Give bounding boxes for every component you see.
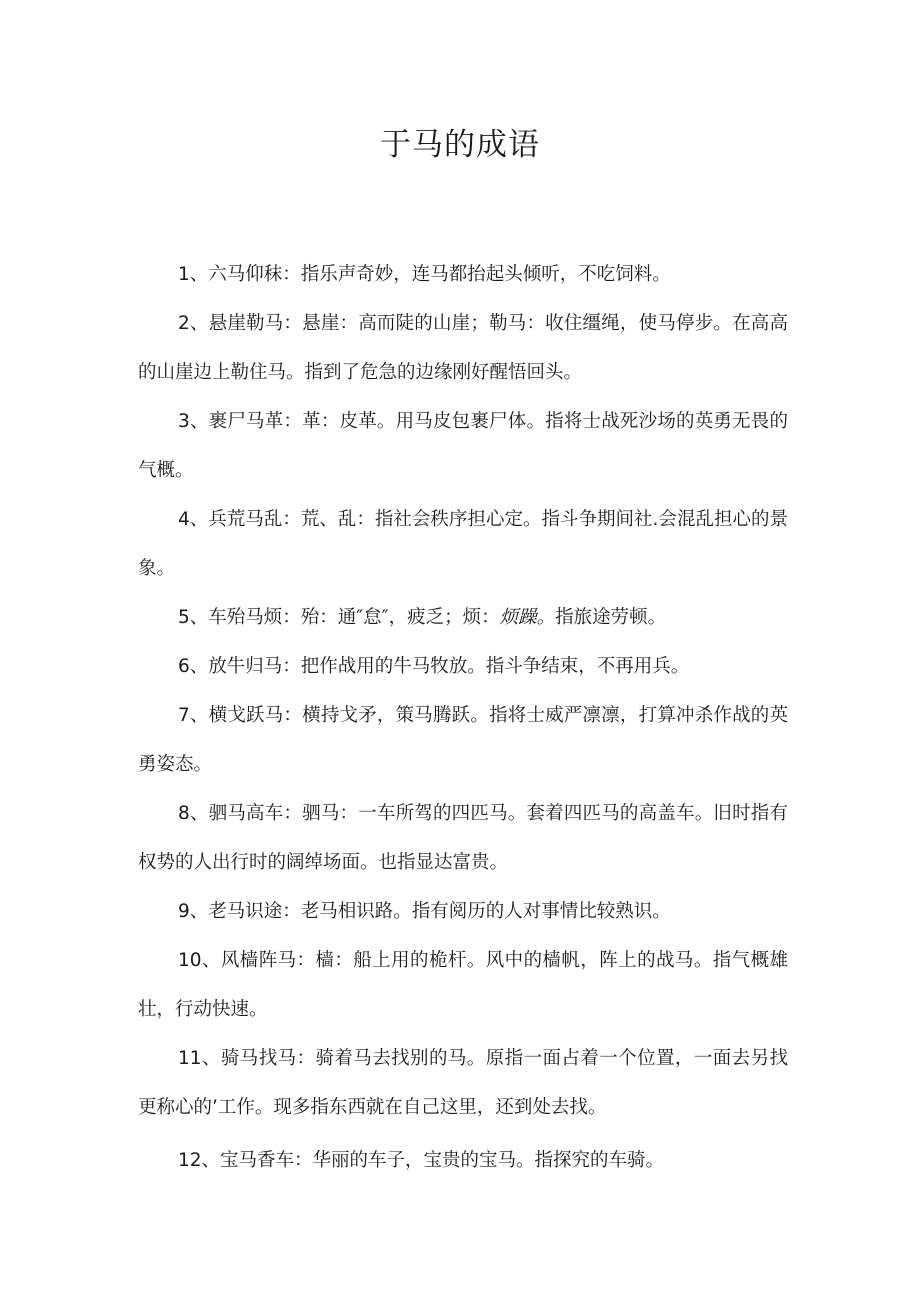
idiom-item-11: 11、骑马找马：骑着马去找别的马。原指一面占着一个位置，一面去另找更称心的’工作。现多指东西就在自己这里，还到处去找。 [138,1048,788,1118]
idiom-item-5-prefix: 5、车殆马烦：殆：通″怠″，疲乏；烦： [178,607,500,628]
idiom-item-7: 7、横戈跃马：横持戈矛，策马腾跃。指将士威严凛凛，打算冲杀作战的英勇姿态。 [138,705,788,775]
idiom-item-5-italic: 烦躁。 [499,607,556,628]
idiom-item-4: 4、兵荒马乱：荒、乱：指社会秩序担心定。指斗争期间社.会混乱担心的景象。 [138,509,788,579]
idiom-item-5 [138,593,788,642]
idiom-item-9: 9、老马识途：老马相识路。指有阅历的人对事情比较熟识。 [178,901,671,922]
idiom-item-5-suffix: 指旅途劳顿。 [555,607,667,628]
idiom-item-3: 3、裹尸马革：革：皮革。用马皮包裹尸体。指将士战死沙场的英勇无畏的气概。 [138,411,788,481]
idiom-item-2: 2、悬崖勒马：悬崖：高而陡的山崖；勒马：收住缰绳，使马停步。在高高的山崖边上勒住马。指到了危急的边缘刚好醒悟回头。 [138,313,788,383]
idiom-item-8: 8、驷马高车：驷马：一车所驾的四匹马。套着四匹马的高盖车。旧时指有权势的人出行时的阔绰场面。也指显达富贵。 [138,803,788,873]
idiom-list [138,250,788,1185]
document-title: 于马的成语 [380,127,540,163]
idiom-item-1: 1、六马仰秣：指乐声奇妙，连马都抬起头倾听，不吃饲料。 [178,264,671,285]
idiom-item-6: 6、放牛归马：把作战用的牛马牧放。指斗争结束，不再用兵。 [178,656,690,677]
idiom-item-12: 12、宝马香车：华丽的车子，宝贵的宝马。指探究的车骑。 [178,1150,665,1171]
idiom-item-10: 10、风樯阵马：樯：船上用的桅杆。风中的樯帆，阵上的战马。指气概雄壮，行动快速。 [138,950,788,1020]
